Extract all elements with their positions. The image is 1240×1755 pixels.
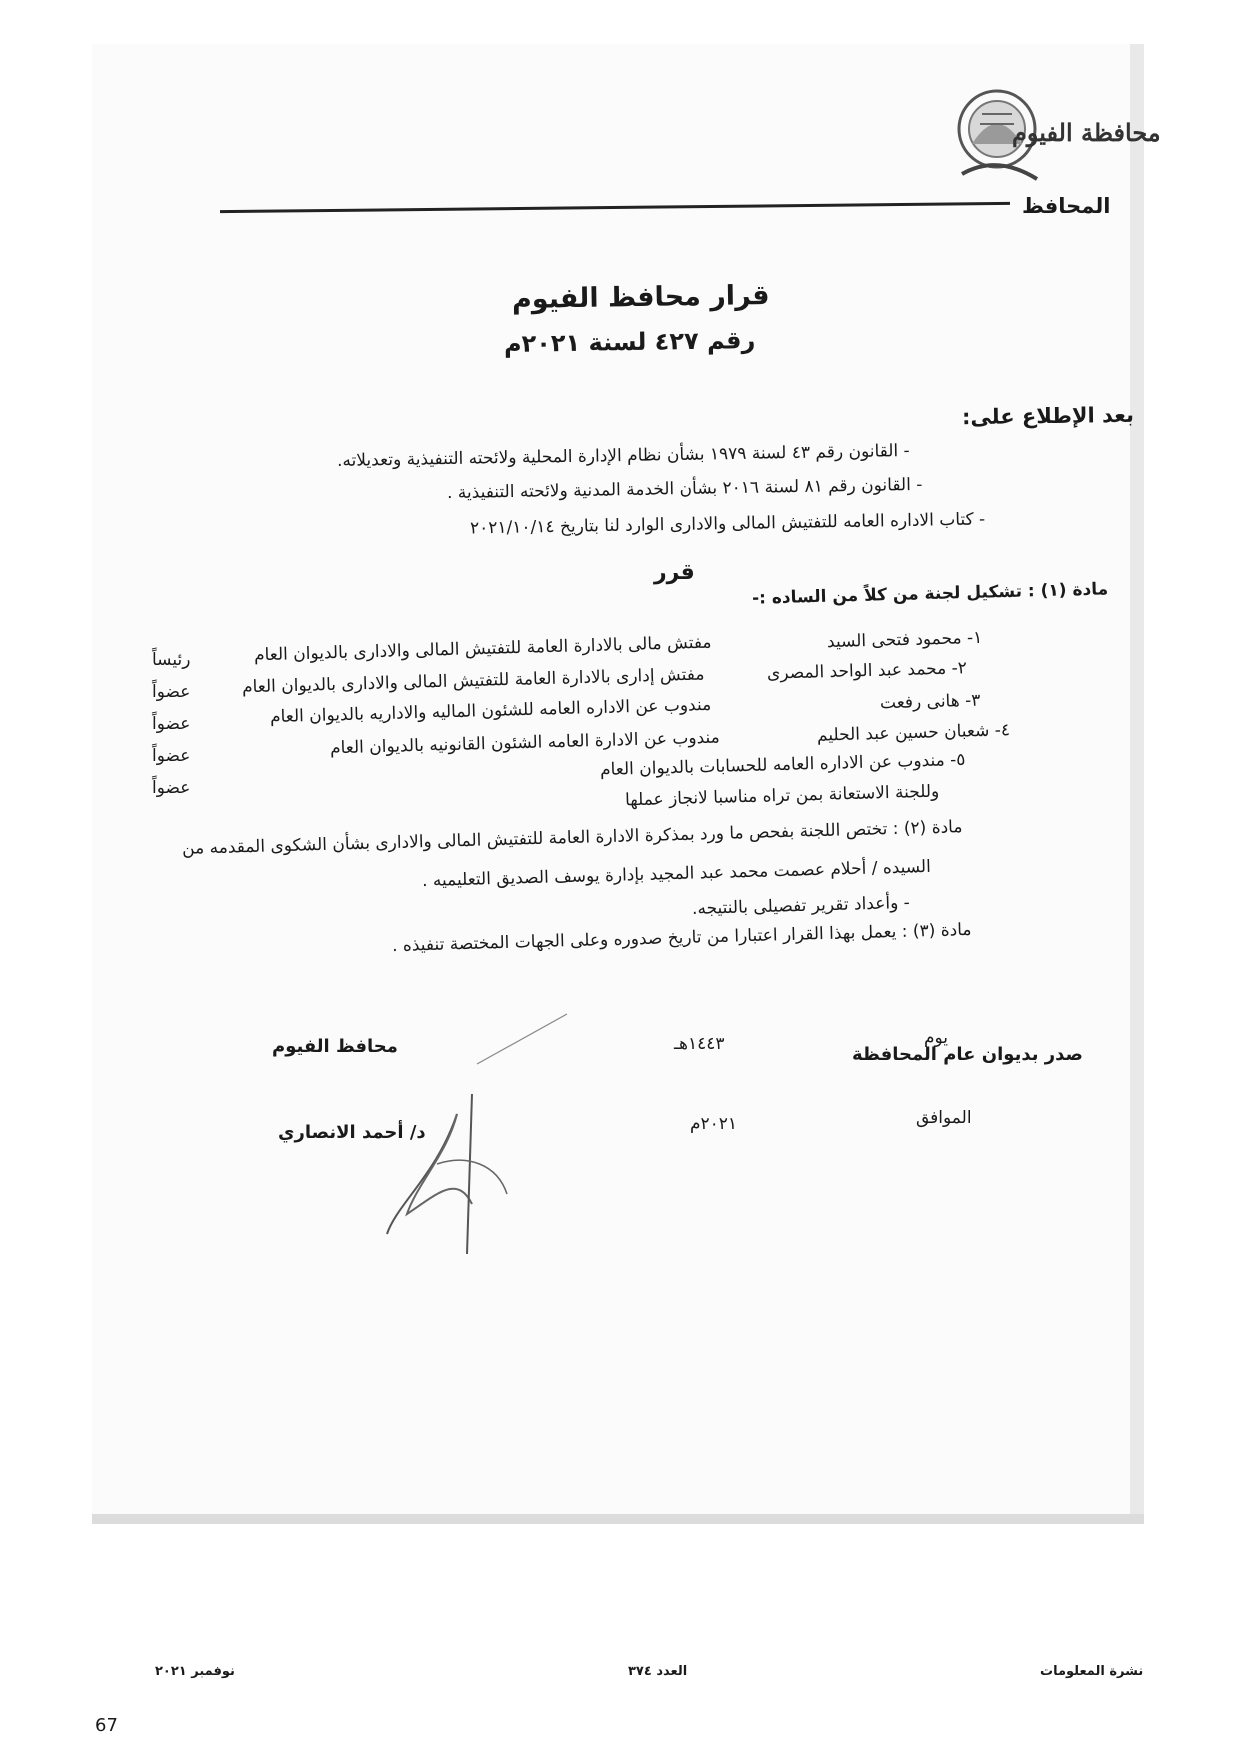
signatory-title: محافظ الفيوم — [272, 1036, 398, 1057]
member-name: ٢- محمد عبد الواحد المصرى — [766, 658, 968, 684]
scan-bottom-edge — [92, 1514, 1144, 1524]
member-name: ٣- هانى رفعت — [879, 690, 981, 714]
member-position: عضواً — [152, 746, 191, 766]
member-name: ٤- شعبان حسين عبد الحليم — [816, 720, 1011, 746]
governorate-name: محافظة الفيوم — [1012, 118, 1161, 147]
member-name: ٥- مندوب عن الاداره العامه للحسابات بالديوان العام — [599, 749, 966, 781]
footer-issue: العدد ٣٧٤ — [628, 1664, 688, 1679]
committee-note: وللجنة الاستعانة بمن تراه مناسبا لانجاز عملها — [624, 781, 940, 811]
member-name: ١- محمود فتحى السيد — [826, 627, 983, 653]
member-role: مفتش مالى بالادارة العامة للتفتيش المالى والادارى بالديوان العام — [253, 632, 712, 666]
article-2-text: - وأعداد تقرير تفصيلى بالنتيجه. — [691, 892, 911, 920]
page-number: 67 — [95, 1715, 118, 1736]
member-position: رئيساً — [152, 650, 191, 670]
member-role: مندوب عن الادارة العامه الشئون القانونيه بالديوان العام — [329, 727, 721, 759]
member-position: عضواً — [152, 682, 191, 702]
article-3-text: مادة (٣) : يعمل بهذا القرار اعتبارا من تاريخ صدوره وعلى الجهات المختصة تنفيذه . — [391, 919, 972, 957]
hijri-date: ١٤٤٣هـ — [674, 1034, 725, 1054]
office-title: المحافظ — [1022, 194, 1111, 218]
corresponding-label: الموافق — [916, 1108, 972, 1128]
preamble-heading: بعد الإطلاع على: — [961, 402, 1135, 430]
article-2-text: مادة (٢) : تختص اللجنة بفحص ما ورد بمذكرة الادارة العامة للتفتيش المالى والادارى بشأن الشكوى المقدمه من — [181, 817, 963, 859]
decree-title: قرار محافظ الفيوم — [511, 279, 770, 316]
reference-line: - كتاب الاداره العامه للتفتيش المالى والادارى الوارد لنا بتاريخ ٢٠٢١/١٠/١٤ — [469, 509, 986, 539]
member-role: مفتش إدارى بالادارة العامة للتفتيش المالى والادارى بالديوان العام — [241, 664, 705, 698]
reference-line: - القانون رقم ٤٣ لسنة ١٩٧٩ بشأن نظام الإدارة المحلية ولائحته التنفيذية وتعديلاته. — [336, 441, 910, 471]
scanned-document — [92, 44, 1161, 1524]
signatory-name: د/ أحمد الانصاري — [278, 1122, 426, 1143]
header-divider — [220, 202, 1010, 213]
article-1-heading: مادة (١) : تشكيل لجنة من كلاً من الساده :- — [751, 579, 1109, 609]
article-2-text: السيده / أحلام عصمت محمد عبد المجيد بإدارة يوسف الصديق التعليميه . — [421, 856, 932, 892]
day-label: يوم — [924, 1028, 949, 1048]
scan-edge — [1130, 44, 1144, 1524]
gregorian-date: ٢٠٢١م — [690, 1114, 738, 1134]
handwritten-signature — [377, 1054, 597, 1274]
member-position: عضواً — [152, 778, 191, 798]
footer-publication: نشرة المعلومات — [1040, 1664, 1144, 1679]
member-position: عضواً — [152, 714, 191, 734]
decided-heading: قرر — [654, 560, 695, 585]
issued-at: صدر بديوان عام المحافظة — [852, 1044, 1083, 1065]
footer-date: نوفمبر ٢٠٢١ — [155, 1664, 235, 1679]
reference-line: - القانون رقم ٨١ لسنة ٢٠١٦ بشأن الخدمة المدنية ولائحته التنفيذية . — [446, 474, 923, 504]
member-role: مندوب عن الاداره العامه للشئون الماليه والاداريه بالديوان العام — [269, 694, 712, 728]
decree-number: رقم ٤٢٧ لسنة ٢٠٢١م — [503, 326, 756, 358]
